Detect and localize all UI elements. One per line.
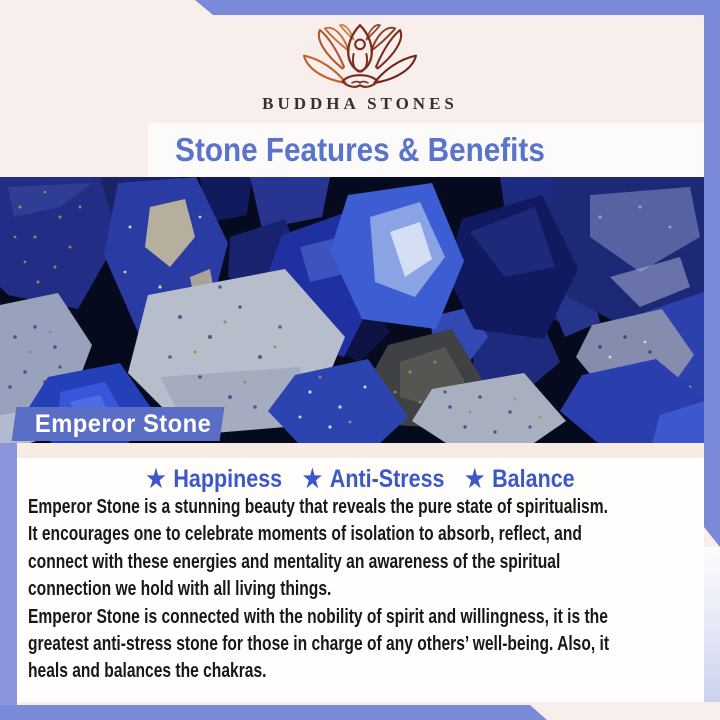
- benefit-label: Happiness: [173, 465, 283, 493]
- body-text-line: connect with these energies and mentality an awareness of the spiritual: [28, 550, 561, 573]
- benefit-item: [146, 465, 282, 493]
- body-text-line: greatest anti-stress stone for those in charge of any others’ well-being. Also, it: [28, 633, 610, 656]
- frame-top-band: [0, 0, 720, 15]
- stone-name-label: Emperor Stone: [34, 410, 212, 438]
- benefits-line: [65, 462, 656, 496]
- benefit-label: Anti-Stress: [329, 465, 445, 493]
- benefit-label: Balance: [492, 465, 575, 493]
- frame-left-strip: [0, 443, 17, 705]
- star-icon: ★: [146, 465, 166, 493]
- divider-strip: [17, 443, 704, 458]
- benefit-item: [303, 465, 445, 493]
- section-header-banner: [148, 123, 704, 177]
- star-icon: ★: [302, 465, 323, 493]
- stone-name-badge: [12, 407, 225, 441]
- lotus-meditation-icon: [280, 22, 440, 94]
- body-text-line: It encourages one to celebrate moments of isolation to absorb, reflect, and: [28, 523, 582, 546]
- lapis-stones-illustration: [0, 177, 704, 443]
- body-text-line: heals and balances the chakras.: [28, 660, 267, 683]
- frame-bottom-band: [0, 705, 547, 720]
- body-text-line: Emperor Stone is a stunning beauty that reveals the pure state of spiritualism.: [28, 496, 608, 518]
- stone-photo: [0, 177, 704, 443]
- brand-name: BUDDHA STONES: [262, 94, 458, 113]
- section-title: Stone Features & Benefits: [175, 131, 545, 168]
- star-icon: ★: [465, 465, 485, 493]
- benefit-item: [465, 465, 574, 493]
- body-text-line: Emperor Stone is connected with the nobility of spirit and willingness, it is the: [28, 605, 608, 628]
- brand-logo: [0, 22, 720, 99]
- description-text: [28, 494, 718, 686]
- body-text-line: connection we hold with all living things.: [28, 578, 332, 601]
